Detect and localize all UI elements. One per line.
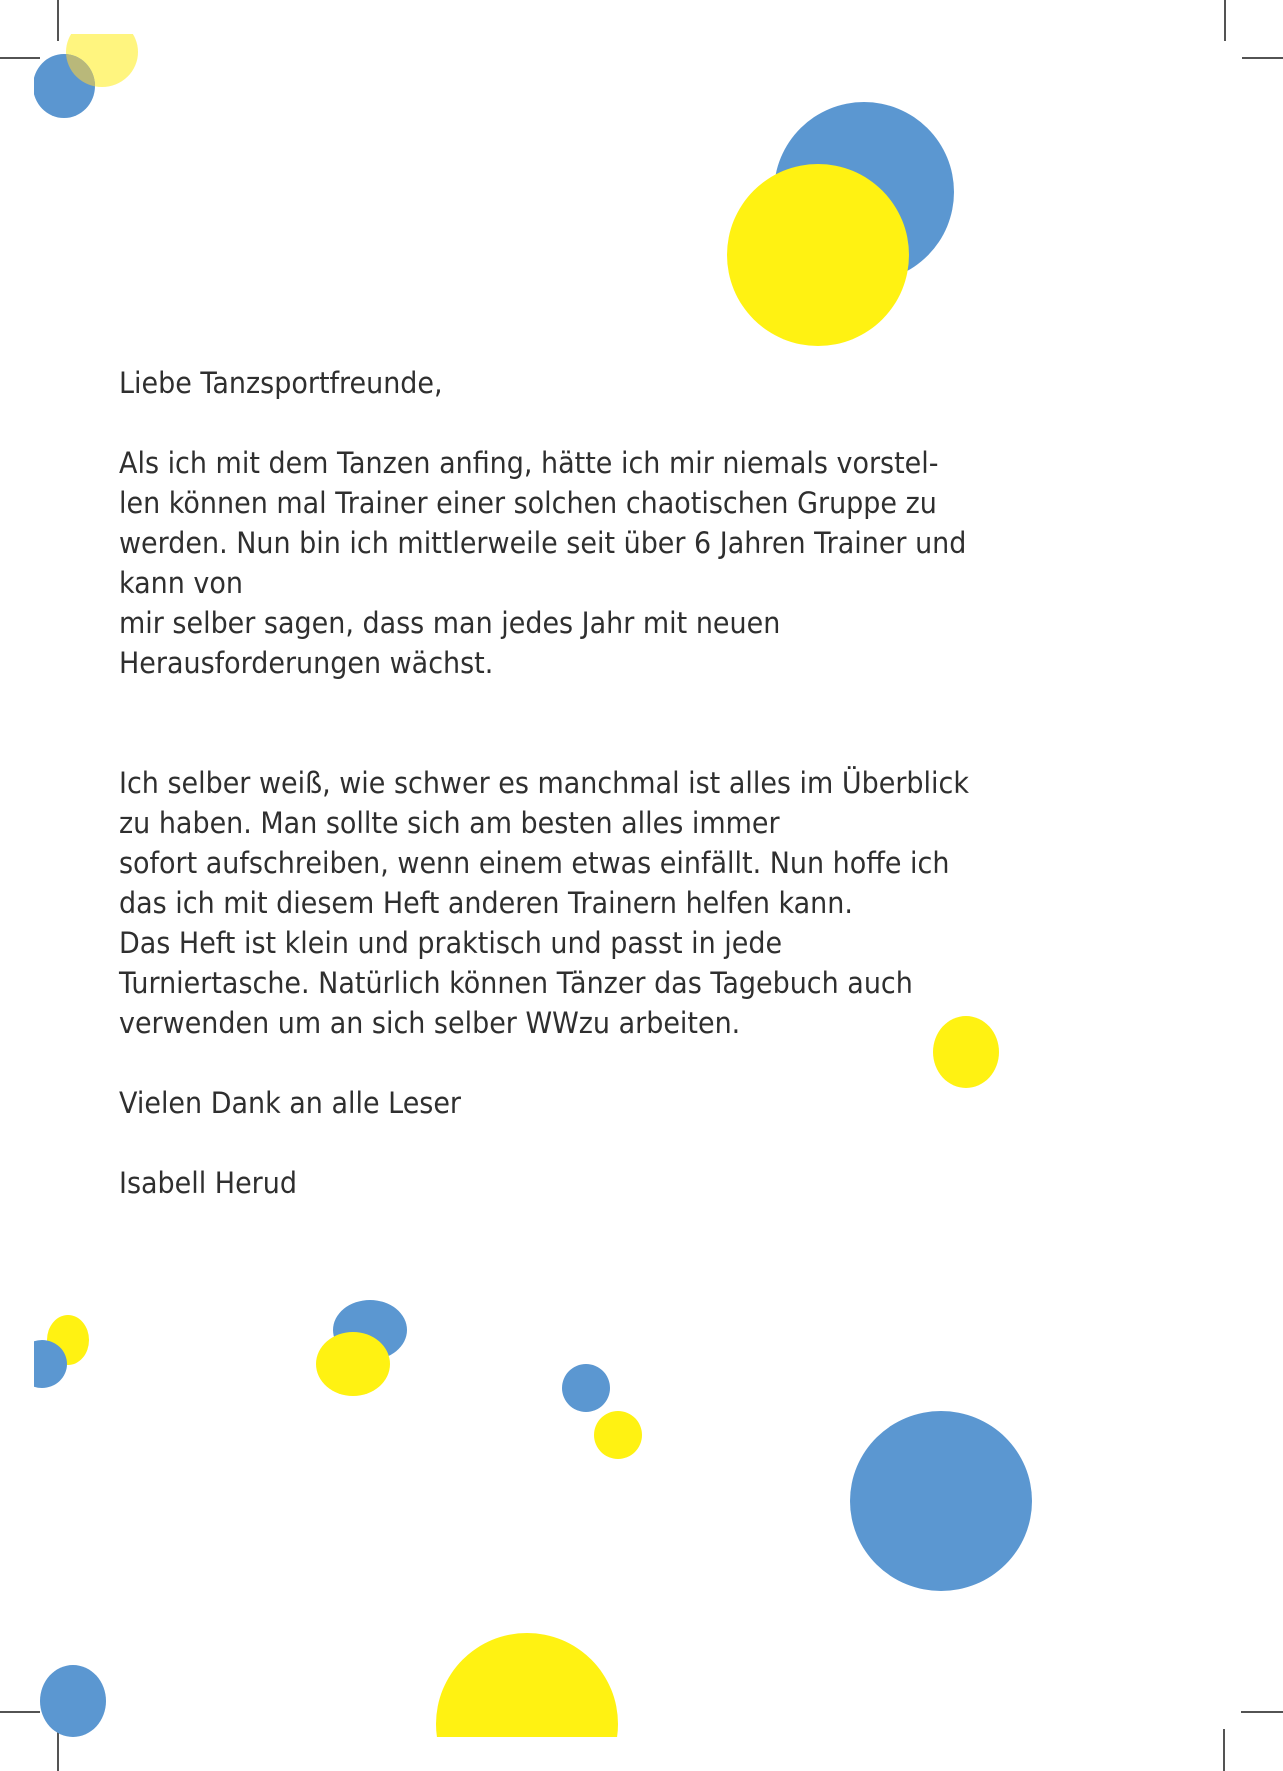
paragraph-1-line: Herausforderungen wächst. [119,646,494,680]
paragraph-2 [119,763,969,1043]
blank-line [119,403,969,443]
paragraph-2-line: zu haben. Man sollte sich am besten alles immer [119,806,780,840]
signature: Isabell Herud [119,1166,297,1200]
paragraph-2-line: Turniertasche. Natürlich können Tänzer das Tagebuch auch [119,966,913,1000]
paragraph-2-line: verwenden um an sich selber WWzu arbeiten. [119,1006,741,1040]
blank-line [119,1123,969,1163]
paragraph-1-line: len können mal Trainer einer solchen chaotischen Gruppe zu [119,486,937,520]
salutation: Liebe Tanzsportfreunde, [119,366,443,400]
paragraph-2-line: Ich selber weiß, wie schwer es manchmal ist alles im Überblick [119,766,969,800]
letter-body [119,363,969,1203]
blank-line [119,683,969,723]
middle-dots [316,1300,407,1396]
paragraph-1-line: werden. Nun bin ich mittlerweile seit über 6 Jahren Trainer und [119,526,967,560]
closing: Vielen Dank an alle Leser [119,1086,462,1120]
paragraph-2-line: das ich mit diesem Heft anderen Trainern helfen kann. [119,886,853,920]
paragraph-2-line: sofort aufschreiben, wenn einem etwas einfällt. Nun hoffe ich [119,846,950,880]
bottom-left-blue-dot [40,1665,106,1737]
paragraph-1 [119,443,969,683]
top-right-dots [727,102,954,346]
top-left-dots [33,17,138,118]
paragraph-1-line: Als ich mit dem Tanzen anfing, hätte ich mir niemals vorstel- [119,446,939,480]
bottom-half-dot [436,1633,618,1771]
paragraph-1-line: mir selber sagen, dass man jedes Jahr mit neuen [119,606,781,640]
big-blue-dot [850,1411,1032,1591]
left-dots [17,1315,89,1388]
paragraph-1-line: kann von [119,566,243,600]
paragraph-2-line: Das Heft ist klein und praktisch und passt in jede [119,926,783,960]
blank-line [119,723,969,763]
blank-line [119,1043,969,1083]
center-small-dots [562,1364,642,1459]
